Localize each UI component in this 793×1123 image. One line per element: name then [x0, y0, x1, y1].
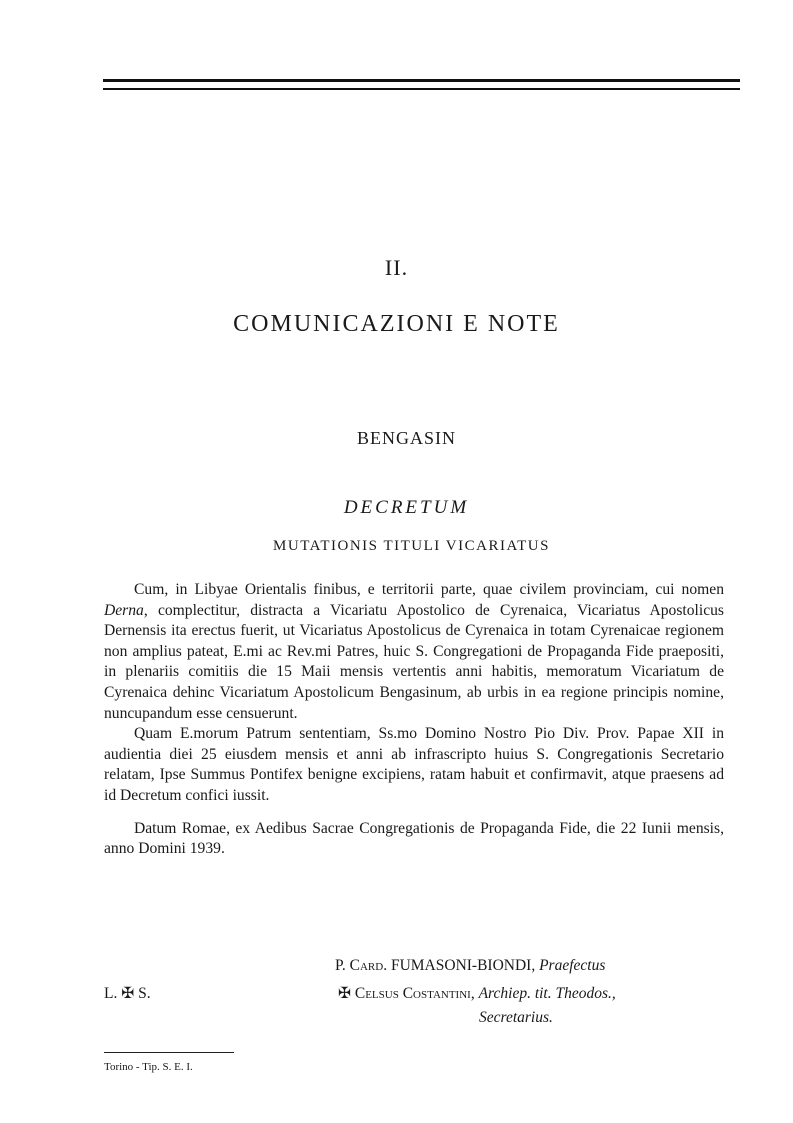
section-number: II.	[384, 255, 409, 280]
place-heading: BENGASIN	[356, 428, 456, 448]
printer-imprint: Torino - Tip. S. E. I.	[104, 1061, 193, 1073]
cross-icon: ✠	[338, 985, 351, 1002]
paragraph-2: Quam E.morum Patrum sententiam, Ss.mo Domino Nostro Pio Div. Prov. Papae XII in audientia diei 25 eiusdem mensis et anni ab infrascripto huius S. Congregationis Secretario relatam, Ipse Summus Pontifex benigne excipiens, ratam habuit et confirmavit, atque praesens ad id Decretum confici iussit.	[104, 725, 724, 804]
header-rule-thin	[103, 88, 740, 90]
decree-heading: DECRETUM	[343, 497, 470, 518]
footer-rule	[104, 1052, 234, 1053]
paragraph-3-date: Datum Romae, ex Aedibus Sacrae Congregationis de Propaganda Fide, die 22 Iunii mensis, anno Domini 1939.	[104, 819, 724, 858]
header-rule-thick	[103, 79, 740, 82]
seal-mark: L. ✠ S.	[104, 985, 151, 1002]
secretary-role: Secretarius.	[479, 1009, 553, 1026]
secretary-title: Archiep. tit. Theodos.,	[478, 985, 616, 1002]
prefect-role: Praefectus	[539, 957, 606, 974]
decree-subheading: MUTATIONIS TITULI VICARIATUS	[273, 538, 550, 554]
decree-body	[104, 580, 724, 860]
secretary-name: Celsus Costantini,	[354, 985, 475, 1002]
section-title: COMUNICAZIONI E NOTE	[233, 311, 560, 337]
paragraph-1	[104, 580, 724, 724]
prefect-name: P. Card. FUMASONI-BIONDI,	[335, 957, 536, 974]
paragraph-1-part-b: , complectitur, distracta a Vicariatu Apostolico de Cyrenaica, Vicariatus Apostolicus Dernensis ita erectus fuerit, ut Vicariatus Apostolicus de Cyrenaica in totam Cyrenaicae regionem non amplius pateat, E.mi ac Rev.mi Patres, huic S. Congregationi de Propaganda Fide praepositi, in plenariis comitiis die 15 Maii mensis vertentis anni habitis, memoratum Vicariatum de Cyrenaica dehinc Vicariatum Apostolicum Bengasinum, ab urbis in ea regione principis nomine, nuncupandum esse censuerunt.	[104, 601, 724, 722]
signature-secretary	[338, 984, 616, 1003]
signature-prefect	[335, 957, 605, 975]
place-name-derna: Derna	[104, 601, 144, 619]
paragraph-1-part-a: Cum, in Libyae Orientalis finibus, e territorii parte, quae civilem provinciam, cui nomen	[134, 581, 724, 598]
